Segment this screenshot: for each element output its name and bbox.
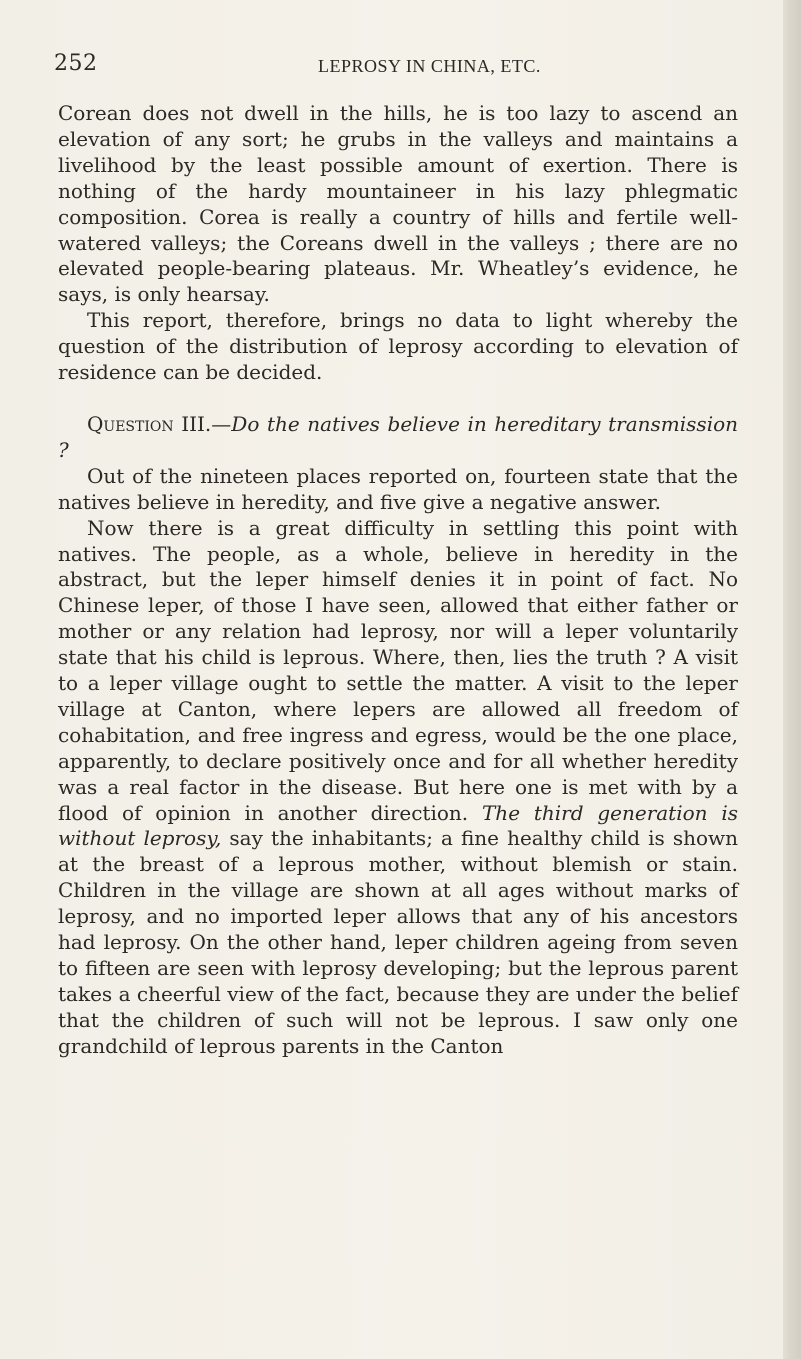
question-label: Question bbox=[87, 411, 174, 436]
question-number: III.— bbox=[181, 411, 232, 436]
paragraph-corea-hills: Corean does not dwell in the hills, he is too lazy to ascend an elevation of any sort; he grubs in the valleys and maintains a livelihood by the least possible amount of exertion. There is nothing of the hardy mountaineer in his lazy phlegmatic composition. Corea is really a country of hills and fertile well-watered valleys; the Coreans dwell in the valleys ; there are no elevated people-bearing plateaus. Mr. Wheatley’s evidence, he says, is only hearsay. bbox=[58, 101, 738, 307]
running-head: LEPROSY IN CHINA, ETC. bbox=[318, 56, 541, 76]
page-number: 252 bbox=[54, 51, 98, 76]
paragraph-heredity-part-b: say the inhabitants; a fine healthy child is shown at the breast of a leprous mother, without blemish or stain. Children in the village are shown at all ages without marks of leprosy, and no imported leper allows that any of his ancestors had leprosy. On the other hand, leper children ageing from seven to fifteen are seen with leprosy developing; but the leprous parent takes a cheerful view of the fact, because they are under the belief that the children of such will not be leprous. I saw only one grandchild of leprous parents in the Canton bbox=[58, 826, 739, 1058]
question-text: Do the natives believe in hereditary transmission ? bbox=[58, 411, 739, 462]
paragraph-report-conclusion: This report, therefore, brings no data to light whereby the question of the distribution of leprosy according to elevation of residence can be decided. bbox=[58, 308, 738, 385]
paragraph-heredity-part-a: Now there is a great difficulty in settling this point with natives. The people, as a whole, believe in heredity in the abstract, but the leper himself denies it in point of fact. No Chinese leper, of those I have seen, allowed that either father or mother or any relation had leprosy, nor will a leper voluntarily state that his child is leprous. Where, then, lies the truth ? A visit to a leper village ought to settle the matter. A visit to the leper village at Canton, where lepers are allowed all freedom of cohabitation, and free ingress and egress, would be the one place, apparently, to declare positively once and for all whether heredity was a real factor in the disease. But here one is met with by a flood of opinion in another direction. bbox=[58, 515, 738, 825]
paragraph-heredity-difficulty bbox=[58, 516, 738, 1060]
page-edge-shadow bbox=[783, 0, 801, 1359]
question-three-heading bbox=[58, 412, 738, 464]
paragraph-nineteen-places: Out of the nineteen places reported on, fourteen state that the natives believe in heredity, and five give a negative answer. bbox=[58, 463, 738, 514]
page-header bbox=[54, 50, 747, 82]
body-text bbox=[58, 101, 738, 1060]
paragraph-heredity-italic: The third generation is without leprosy, bbox=[58, 800, 739, 851]
